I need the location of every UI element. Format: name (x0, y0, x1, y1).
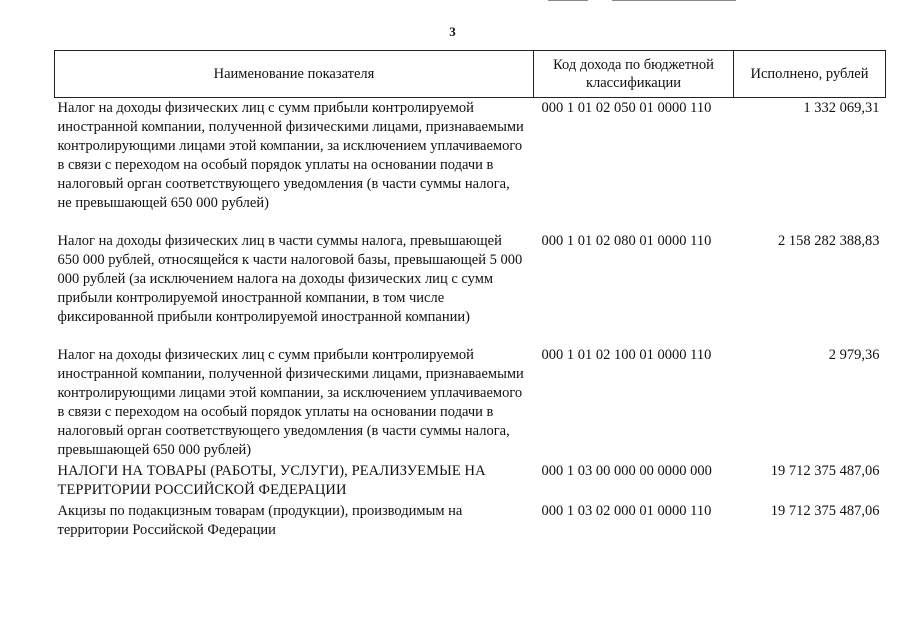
executed-amount: 2 979,36 (828, 347, 880, 363)
income-code: 000 1 03 02 000 01 0000 110 (541, 503, 712, 519)
scan-mark-top-right (612, 0, 736, 1)
table-row (55, 502, 886, 540)
income-code: 000 1 01 02 050 01 0000 110 (541, 100, 712, 116)
header-indicator-name: Наименование показателя (55, 51, 534, 98)
income-code: 000 1 03 00 000 00 0000 000 (541, 463, 712, 479)
table-header-row (55, 51, 886, 98)
header-executed-amount: Исполнено, рублей (734, 51, 886, 98)
page-number: 3 (449, 24, 456, 39)
indicator-name: Налог на доходы физических лиц с сумм прибыли контролируемой иностранной компании, полученной физическими лицами, признаваемыми контролирующими лицами этой компании, за исключением уплачиваемого в связи с переходом на особый порядок уплаты на основании подачи в налоговый орган соответствующего уведомления (в части суммы налога, превышающей 650 000 рублей) (57, 347, 524, 458)
executed-amount: 19 712 375 487,06 (770, 463, 880, 479)
indicator-name: Акцизы по подакцизным товарам (продукции), производимым на территории Российской Федерации (57, 503, 463, 538)
indicator-name: Налог на доходы физических лиц в части суммы налога, превышающей 650 000 рублей, относящейся к части налоговой базы, превышающей 5 000 000 рублей (за исключением налога на доходы физических лиц с сумм прибыли контролируемой иностранной компании, в том числе фиксированной прибыли контролируемой иностранной компании) (57, 233, 523, 325)
executed-amount: 2 158 282 388,83 (778, 233, 880, 249)
budget-execution-table (54, 50, 886, 540)
income-code: 000 1 01 02 080 01 0000 110 (541, 233, 712, 249)
indicator-name: НАЛОГИ НА ТОВАРЫ (РАБОТЫ, УСЛУГИ), РЕАЛИЗУЕМЫЕ НА ТЕРРИТОРИИ РОССИЙСКОЙ ФЕДЕРАЦИИ (57, 463, 486, 498)
scan-mark-top-left (548, 0, 588, 1)
table-row (55, 346, 886, 462)
table-row (55, 98, 886, 233)
executed-amount: 19 712 375 487,06 (770, 503, 880, 519)
table-row (55, 462, 886, 502)
indicator-name: Налог на доходы физических лиц с сумм прибыли контролируемой иностранной компании, полученной физическими лицами, признаваемыми контролирующими лицами этой компании, за исключением уплачиваемого в связи с переходом на особый порядок уплаты на основании подачи в налоговый орган соответствующего уведомления (в части суммы налога, не превышающей 650 000 рублей) (57, 100, 524, 211)
executed-amount: 1 332 069,31 (803, 100, 880, 116)
header-income-code: Код дохода по бюджетной классификации (534, 51, 734, 98)
income-code: 000 1 01 02 100 01 0000 110 (541, 347, 712, 363)
table-row (55, 232, 886, 346)
